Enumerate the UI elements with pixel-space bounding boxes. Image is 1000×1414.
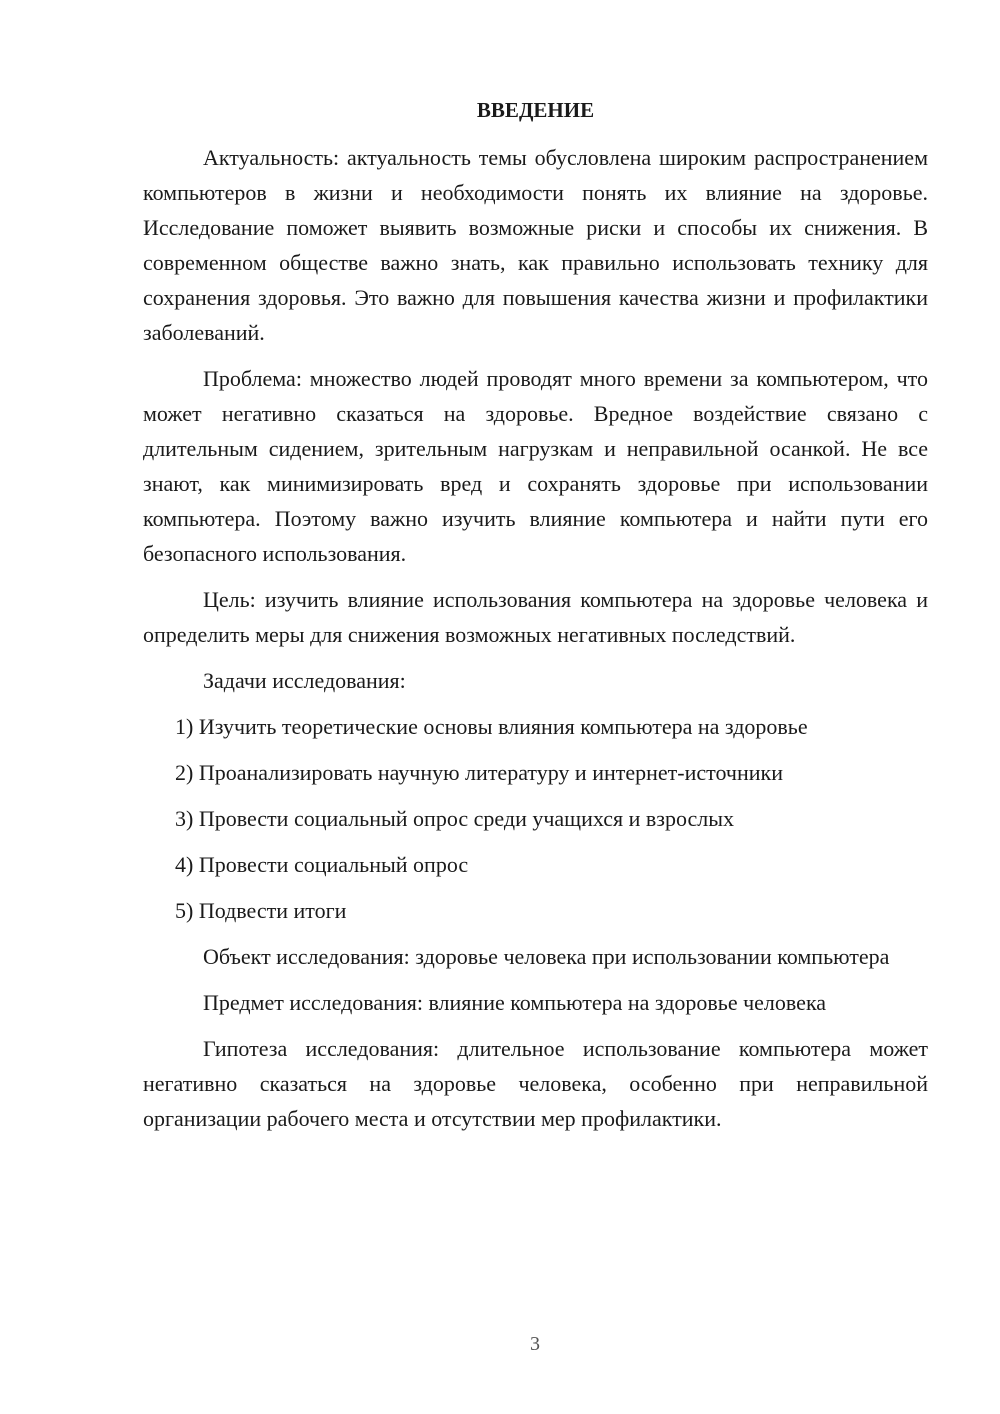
research-object-paragraph: Объект исследования: здоровье человека при использовании компьютера xyxy=(203,944,890,969)
page-content xyxy=(143,93,928,1147)
page-title: ВВЕДЕНИЕ xyxy=(476,98,595,122)
hypothesis-paragraph: Гипотеза исследования: длительное использование компьютера может негативно сказаться на здоровье человека, особенно при неправильной организации рабочего места и отсутствии мер профилактики. xyxy=(143,1036,928,1131)
tasks-heading: Задачи исследования: xyxy=(203,668,406,693)
problem-paragraph: Проблема: множество людей проводят много времени за компьютером, что может негативно сказаться на здоровье. Вредное воздействие связано с длительным сидением, зрительным нагрузкам и неправильной осанкой. Не все знают, как минимизировать вред и сохранять здоровье при использовании компьютера. Поэтому важно изучить влияние компьютера и найти пути его безопасного использования. xyxy=(143,366,928,566)
goal-paragraph: Цель: изучить влияние использования компьютера на здоровье человека и определить меры для снижения возможных негативных последствий. xyxy=(143,587,928,647)
task-item-5: 5) Подвести итоги xyxy=(175,898,347,923)
page-number: 3 xyxy=(530,1333,540,1355)
task-item-2: 2) Проанализировать научную литературу и интернет-источники xyxy=(175,760,783,785)
task-item-3: 3) Провести социальный опрос среди учащихся и взрослых xyxy=(175,806,735,831)
relevance-paragraph: Актуальность: актуальность темы обусловлена широким распространением компьютеров в жизни и необходимости понять их влияние на здоровье. Исследование поможет выявить возможные риски и способы их снижения. В современном обществе важно знать, как правильно использовать технику для сохранения здоровья. Это важно для повышения качества жизни и профилактики заболеваний. xyxy=(143,145,928,345)
task-item-4: 4) Провести социальный опрос xyxy=(175,852,469,877)
task-list xyxy=(143,709,928,928)
task-item-1: 1) Изучить теоретические основы влияния компьютера на здоровье xyxy=(175,714,808,739)
research-subject-paragraph: Предмет исследования: влияние компьютера на здоровье человека xyxy=(203,990,827,1015)
